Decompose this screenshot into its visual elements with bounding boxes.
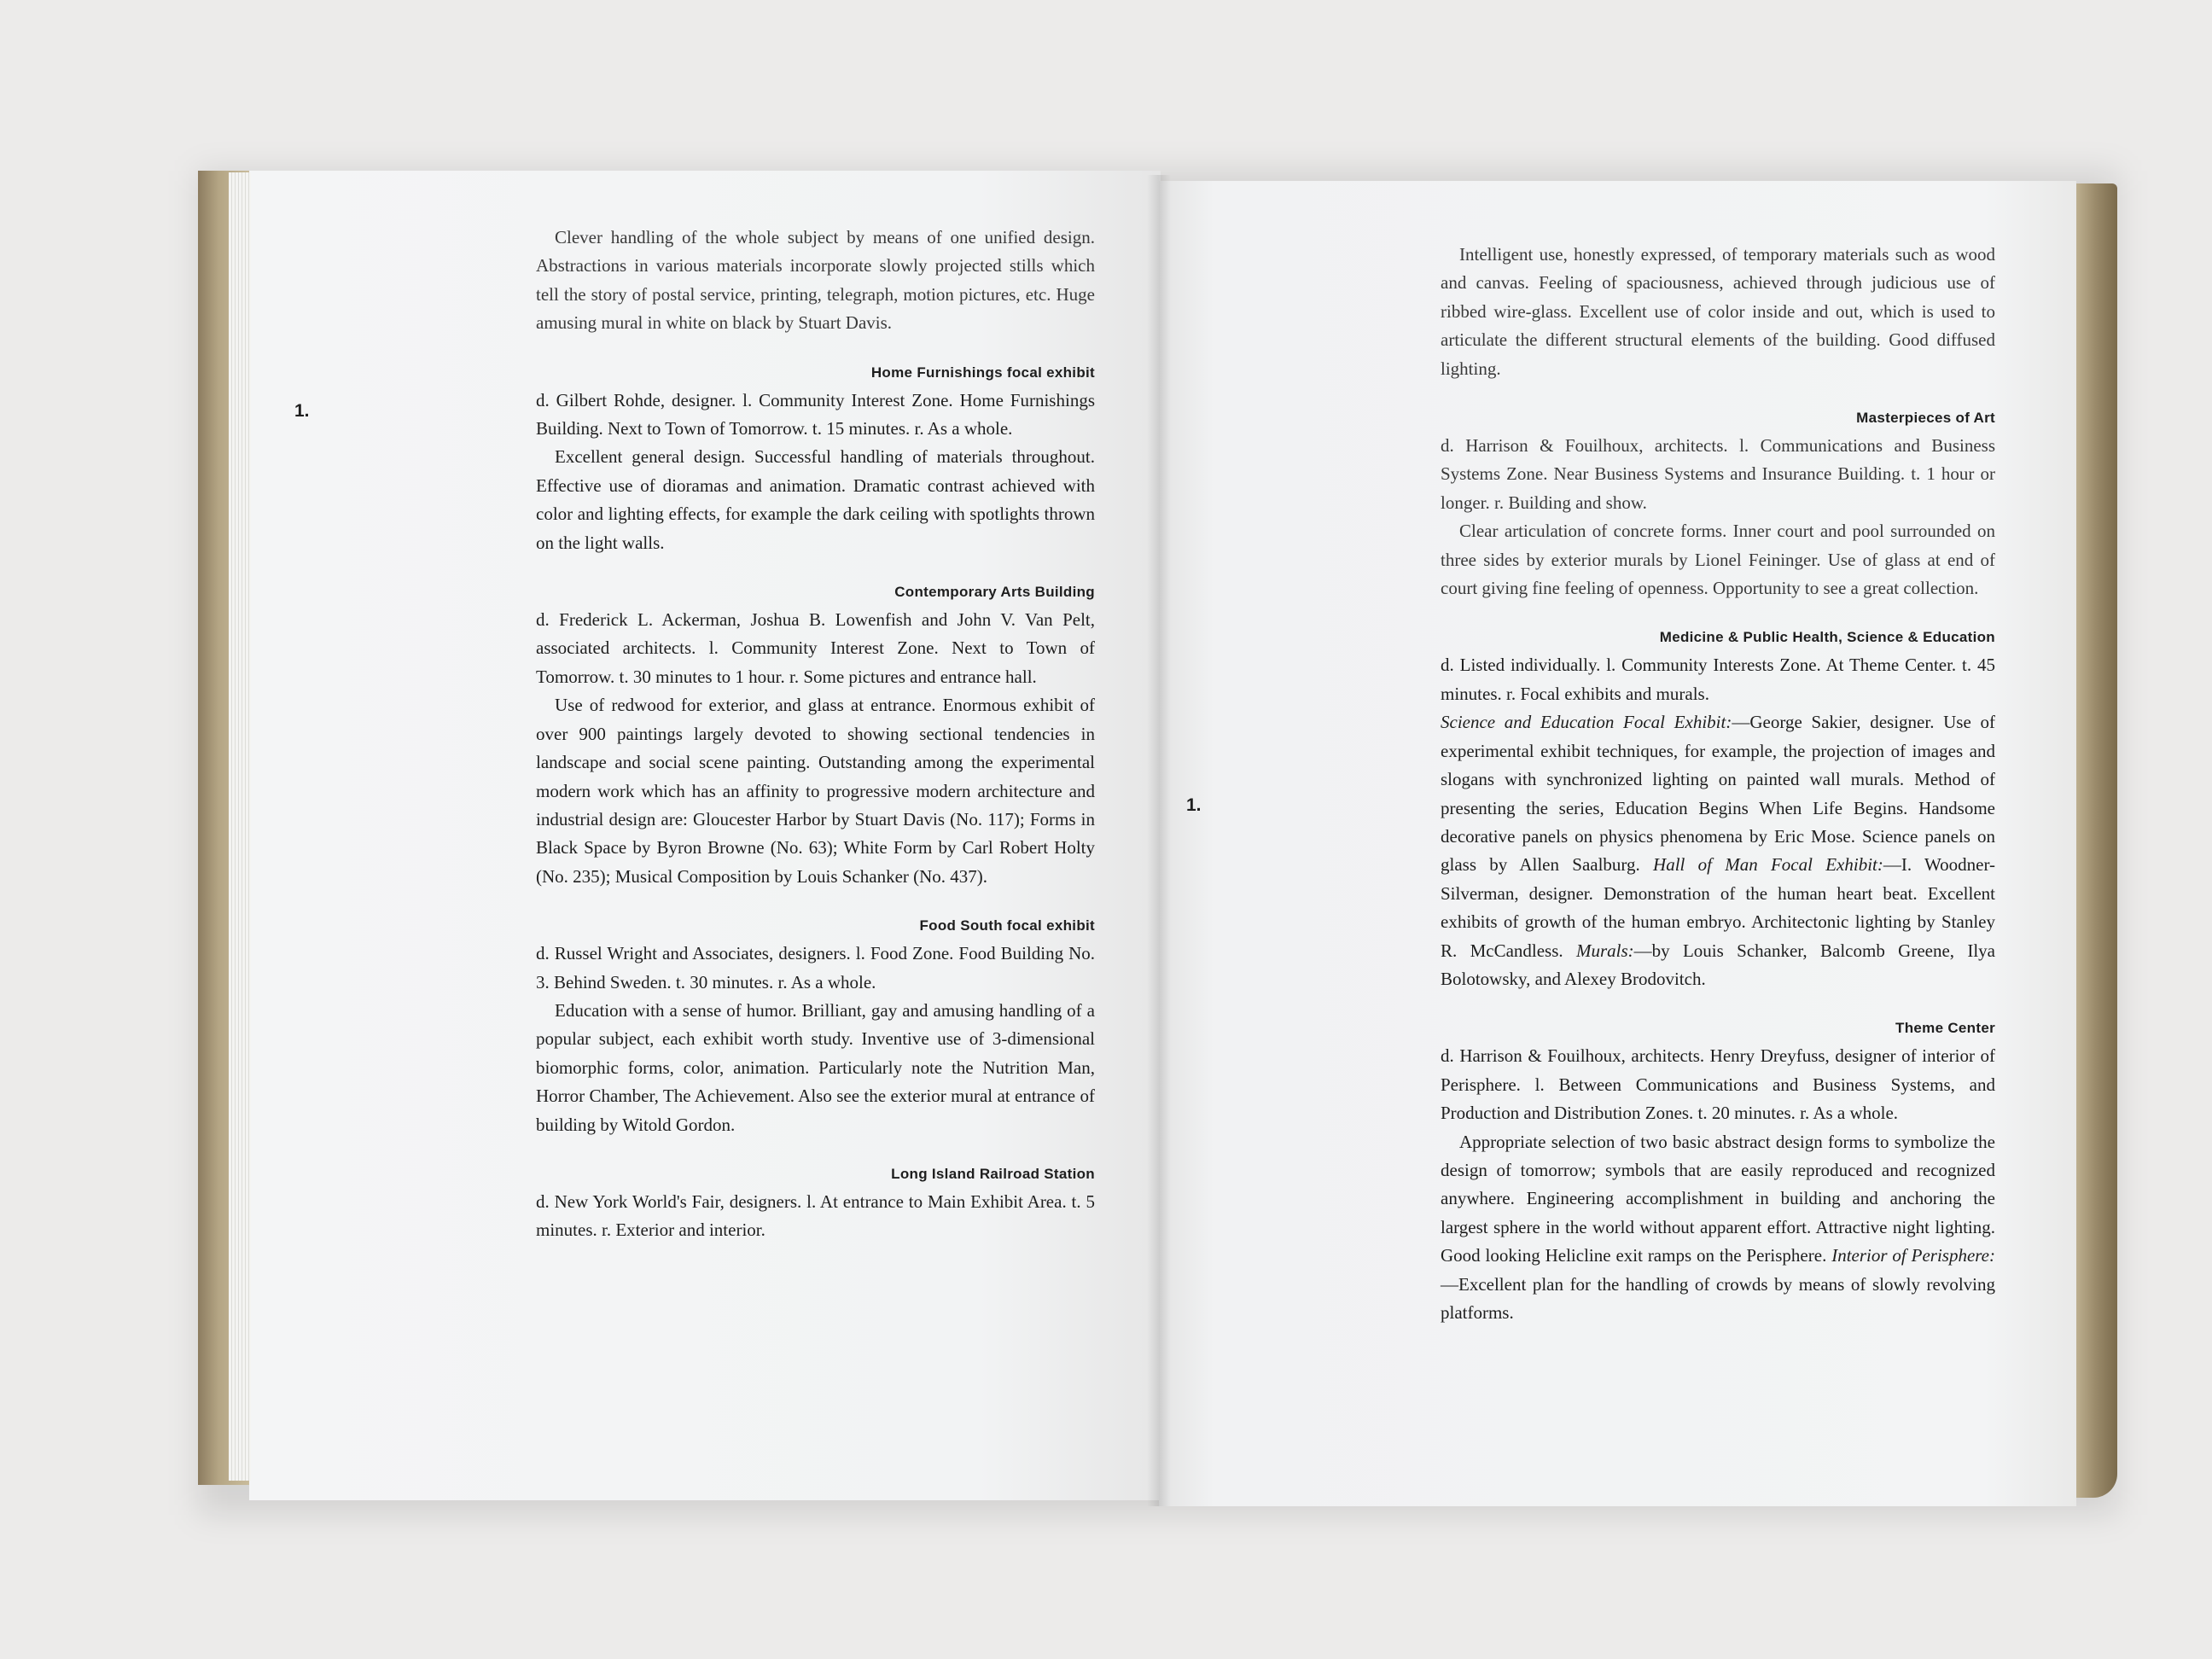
section-heading-medicine-science: Medicine & Public Health, Science & Education: [1659, 629, 1995, 646]
book-gutter: [1147, 175, 1171, 1506]
section-description-medicine-science: [1441, 708, 1995, 993]
section-description-food-south: Education with a sense of humor. Brilliant, gay and amusing handling of a popular subject, each exhibit worth study. Inventive use of 3-dimensional biomorphic forms, color, animation. Particularly note the Nutrition Man, Horror Chamber, The Achievement. Also see the exterior mural at entrance of building by Witold Gordon.: [536, 999, 1095, 1135]
section-heading-food-south: Food South focal exhibit: [919, 917, 1095, 934]
section-details-food-south: d. Russel Wright and Associates, designers. l. Food Zone. Food Building No. 3. Behind Sweden. t. 30 minutes. r. As a whole.: [536, 943, 1095, 992]
hall-of-man-text: —I. Woodner-Silverman, designer. Demonstration of the human heart beat. Excellent exhibits of growth of the human embryo. Architectonic lighting by Stanley R. McCandless.: [1441, 854, 1996, 961]
section-heading-masterpieces-of-art: Masterpieces of Art: [1856, 410, 1995, 427]
right-intro-paragraph: Intelligent use, honestly expressed, of temporary materials such as wood and canvas. Feeling of spaciousness, achieved through judicious use of ribbed wire-glass. Excellent use of color inside and out, which is used to articulate the different structural elements of the building. Good diffused lighting.: [1441, 244, 1995, 379]
perisphere-interior-text: —Excellent plan for the handling of crowds by means of slowly revolving platforms.: [1441, 1273, 1995, 1323]
right-cover-edge: [2069, 183, 2117, 1498]
left-text-column: [536, 224, 1095, 1245]
section-heading-contemporary-arts: Contemporary Arts Building: [894, 584, 1095, 601]
right-text-column: [1441, 241, 1995, 1327]
section-description-theme-center: [1441, 1128, 1995, 1328]
section-heading-theme-center: Theme Center: [1895, 1020, 1995, 1037]
section-heading-long-island-railroad: Long Island Railroad Station: [891, 1165, 1095, 1182]
right-margin-number: 1.: [1186, 795, 1202, 815]
perisphere-interior-label: Interior of Perisphere:: [1831, 1245, 1995, 1266]
left-margin-number: 1.: [294, 401, 310, 421]
hall-of-man-label: Hall of Man Focal Exhibit:: [1653, 854, 1883, 876]
section-description-home-furnishings: Excellent general design. Successful handling of materials throughout. Effective use of dioramas and animation. Dramatic contrast achieved with color and lighting effects, for example the dark ceiling with spotlights thrown on the light walls.: [536, 446, 1095, 553]
section-details-theme-center: d. Harrison & Fouilhoux, architects. Henry Dreyfuss, designer of interior of Perisphere. l. Between Communications and Business Systems, and Production and Distribution Zones. t. 20 minutes. r. As a whole.: [1441, 1045, 1995, 1124]
murals-text: —by Louis Schanker, Balcomb Greene, Ilya Bolotowsky, and Alexey Brodovitch.: [1441, 940, 1996, 989]
science-exhibit-label: Science and Education Focal Exhibit:: [1441, 712, 1732, 733]
theme-center-description-text: Appropriate selection of two basic abstract design forms to symbolize the design of tomorrow; symbols that are easily reproduced and recognized anywhere. Engineering accomplishment in building and anchoring the largest sphere in the world without apparent effort. Attractive night lighting. Good looking Helicline exit ramps on the Perisphere.: [1441, 1131, 1995, 1266]
section-details-long-island-railroad: d. New York World's Fair, designers. l. At entrance to Main Exhibit Area. t. 5 minutes. r. Exterior and interior.: [536, 1190, 1095, 1241]
science-exhibit-text: —George Sakier, designer. Use of experimental exhibit techniques, for example, the projection of images and slogans with synchronized lighting on painted wall murals. Method of presenting the series, Education Begins When Life Begins. Handsome decorative panels on physics phenomena by Eric Mose. Science panels on glass by Allen Saalburg.: [1441, 712, 1995, 876]
section-description-contemporary-arts: Use of redwood for exterior, and glass at entrance. Enormous exhibit of over 900 paintings largely devoted to showing sectional tendencies in landscape and social scene painting. Outstanding among the experimental modern work which has an affinity to progressive modern architecture and industrial design are: Gloucester Harbor by Stuart Davis (No. 117); Forms in Black Space by Byron Browne (No. 63); White Form by Carl Robert Holty (No. 235); Musical Composition by Louis Schanker (No. 437).: [536, 695, 1095, 887]
left-page-edges: [229, 172, 251, 1481]
murals-label: Murals:: [1575, 940, 1634, 961]
section-description-masterpieces-of-art: Clear articulation of concrete forms. Inner court and pool surrounded on three sides by exterior murals by Lionel Feininger. Use of glass at end of court giving fine feeling of openness. Opportunity to see a great collection.: [1441, 521, 1995, 599]
left-intro-paragraph: Clever handling of the whole subject by means of one unified design. Abstractions in various materials incorporate slowly projected stills which tell the story of postal service, printing, telegraph, motion pictures, etc. Huge amusing mural in white on black by Stuart Davis.: [536, 227, 1095, 334]
section-details-home-furnishings: d. Gilbert Rohde, designer. l. Community Interest Zone. Home Furnishings Building. Next to Town of Tomorrow. t. 15 minutes. r. As a whole.: [536, 389, 1095, 439]
section-heading-home-furnishings: Home Furnishings focal exhibit: [870, 364, 1095, 381]
section-details-masterpieces-of-art: d. Harrison & Fouilhoux, architects. l. Communications and Business Systems Zone. Near Business Systems and Insurance Building. t. 1 hour or longer. r. Building and show.: [1441, 435, 1995, 513]
section-details-contemporary-arts: d. Frederick L. Ackerman, Joshua B. Lowenfish and John V. Van Pelt, associated architects. l. Community Interest Zone. Next to Town of Tomorrow. t. 30 minutes to 1 hour. r. Some pictures and entrance hall.: [536, 609, 1095, 687]
section-details-medicine-science: d. Listed individually. l. Community Interests Zone. At Theme Center. t. 45 minutes. r. Focal exhibits and murals.: [1441, 655, 1995, 704]
